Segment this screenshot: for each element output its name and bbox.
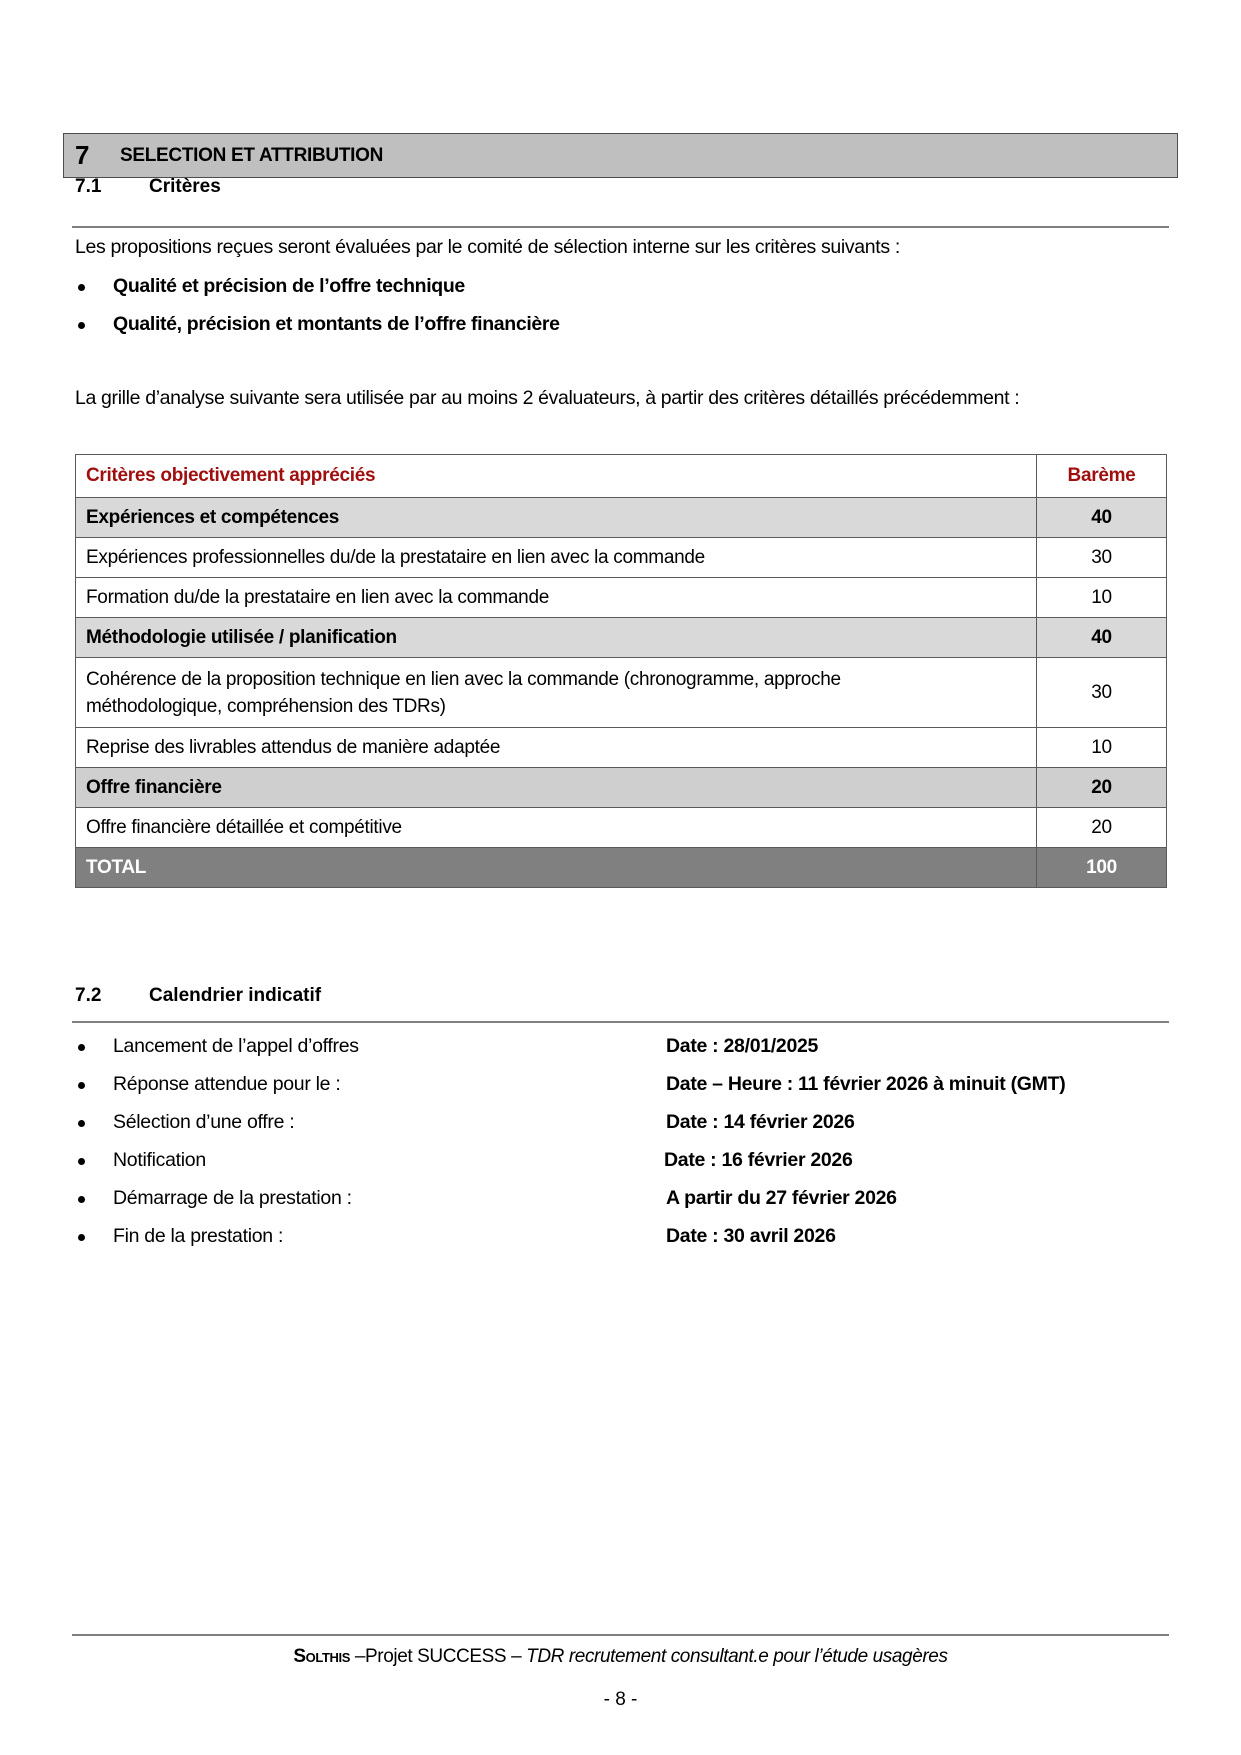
row-label-line: méthodologique, compréhension des TDRs): [86, 695, 446, 717]
calendar-item-label: Lancement de l’appel d’offres: [113, 1035, 359, 1057]
footer-brand: Solthis: [293, 1646, 350, 1667]
section-title: SELECTION ET ATTRIBUTION: [120, 145, 384, 166]
criteria-intro: Les propositions reçues seront évaluées par le comité de sélection interne sur les critères suivants :: [75, 236, 900, 258]
row-score: 10: [1037, 728, 1167, 768]
row-label: Offre financière: [76, 768, 1037, 808]
row-label: Offre financière détaillée et compétitive: [76, 808, 1037, 848]
row-score: 10: [1037, 578, 1167, 618]
row-score: 40: [1037, 498, 1167, 538]
evaluation-grid-table: [75, 454, 1167, 888]
row-label: Formation du/de la prestataire en lien avec la commande: [76, 578, 1037, 618]
footer-project: –Projet SUCCESS –: [349, 1646, 527, 1667]
column-header-score: Barème: [1037, 455, 1167, 498]
calendar-item-date: A partir du 27 février 2026: [666, 1187, 897, 1209]
row-label: [76, 658, 1037, 728]
footer-rule: [72, 1634, 1169, 1636]
row-score: 30: [1037, 658, 1167, 728]
subsection-title-calendar: Calendrier indicatif: [149, 985, 322, 1006]
grid-intro: La grille d’analyse suivante sera utilisée par au moins 2 évaluateurs, à partir des critères détaillés précédemment :: [75, 387, 1020, 409]
calendar-item-date: Date : 30 avril 2026: [666, 1225, 836, 1247]
calendar-item-date: Date : 16 février 2026: [664, 1149, 853, 1171]
calendar-item-date: Date : 28/01/2025: [666, 1035, 819, 1057]
page-number: - 8 -: [603, 1689, 638, 1710]
table-row-group: [76, 498, 1167, 538]
row-label: Expériences professionnelles du/de la prestataire en lien avec la commande: [76, 538, 1037, 578]
row-label: Reprise des livrables attendus de manière adaptée: [76, 728, 1037, 768]
table-row: [76, 578, 1167, 618]
footer-doc-title: TDR recrutement consultant.e pour l’étude usagères: [526, 1646, 948, 1667]
total-score: 100: [1037, 848, 1167, 888]
calendar-item-label: Fin de la prestation :: [113, 1225, 284, 1247]
row-label: Méthodologie utilisée / planification: [76, 618, 1037, 658]
bullet-icon: [78, 1120, 85, 1127]
bullet-icon: [78, 1082, 85, 1089]
calendar-item-label: Notification: [113, 1149, 206, 1171]
bullet-icon: [78, 1196, 85, 1203]
section-number: 7: [75, 140, 90, 170]
calendar-item-date: Date : 14 février 2026: [666, 1111, 855, 1133]
total-label: TOTAL: [76, 848, 1037, 888]
subsection-rule-calendar: [72, 1021, 1169, 1023]
bullet-icon: [78, 1044, 85, 1051]
criteria-bullet-technical: Qualité et précision de l’offre technique: [113, 275, 465, 297]
table-row: [76, 808, 1167, 848]
footer: [0, 1646, 1241, 1668]
criteria-bullet-financial: Qualité, précision et montants de l’offre financière: [113, 313, 560, 335]
section-heading-bar: [63, 133, 1178, 178]
table-row-total: [76, 848, 1167, 888]
row-score: 30: [1037, 538, 1167, 578]
table-row-group: [76, 768, 1167, 808]
table-header-row: [76, 455, 1167, 498]
table-row: [76, 538, 1167, 578]
calendar-item-label: Démarrage de la prestation :: [113, 1187, 352, 1209]
row-score: 20: [1037, 768, 1167, 808]
row-label: Expériences et compétences: [76, 498, 1037, 538]
calendar-item-label: Sélection d’une offre :: [113, 1111, 295, 1133]
table-row: [76, 728, 1167, 768]
subsection-title-criteria: Critères: [149, 176, 221, 197]
bullet-icon: [78, 284, 85, 291]
bullet-icon: [78, 1234, 85, 1241]
row-score: 20: [1037, 808, 1167, 848]
table-row-group: [76, 618, 1167, 658]
subsection-number-criteria: 7.1: [75, 176, 102, 197]
subsection-rule-criteria: [72, 226, 1169, 228]
column-header-criteria: Critères objectivement appréciés: [76, 455, 1037, 498]
row-score: 40: [1037, 618, 1167, 658]
calendar-item-date: Date – Heure : 11 février 2026 à minuit (GMT): [666, 1073, 1066, 1095]
table-row: [76, 658, 1167, 728]
bullet-icon: [78, 1158, 85, 1165]
calendar-item-label: Réponse attendue pour le :: [113, 1073, 341, 1095]
subsection-number-calendar: 7.2: [75, 985, 102, 1006]
bullet-icon: [78, 322, 85, 329]
row-label-line: Cohérence de la proposition technique en lien avec la commande (chronogramme, approche: [86, 668, 841, 690]
